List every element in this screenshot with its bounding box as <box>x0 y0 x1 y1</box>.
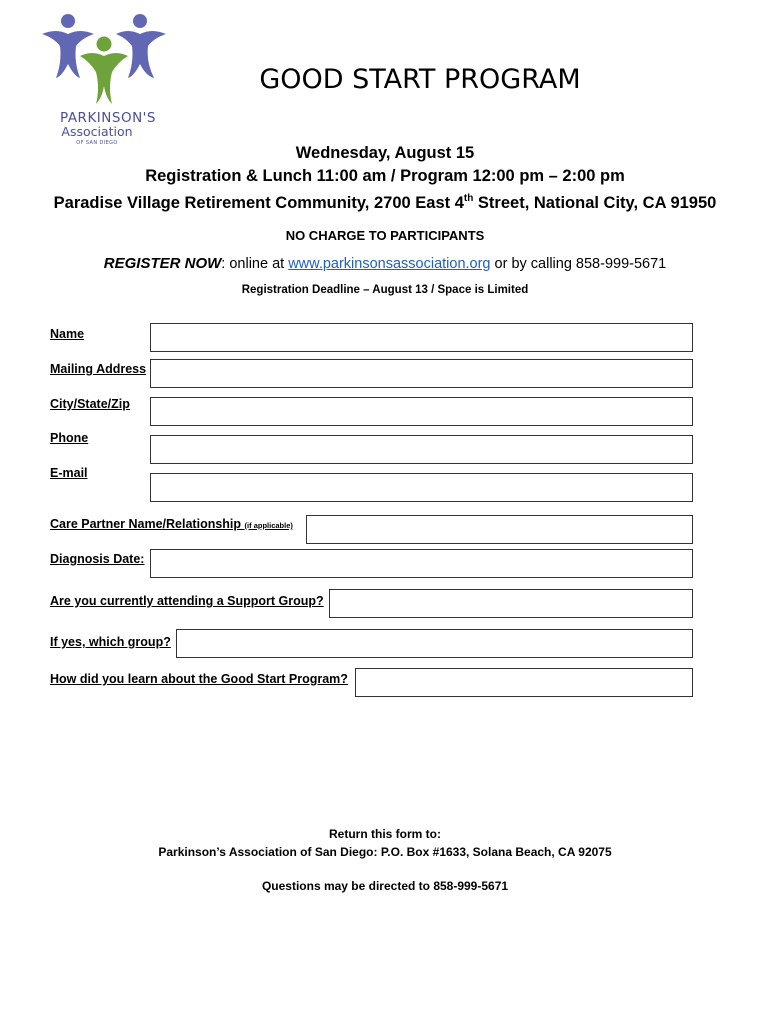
diagnosis-date-field[interactable] <box>150 549 693 578</box>
return-form-label: Return this form to: <box>329 827 441 841</box>
diagnosis-date-label: Diagnosis Date: <box>50 552 145 566</box>
no-charge-notice: NO CHARGE TO PARTICIPANTS <box>285 228 485 243</box>
register-text-1: : online at <box>221 256 289 272</box>
register-text-2: or by calling 858-999-5671 <box>490 256 667 272</box>
page-title: GOOD START PROGRAM <box>259 64 581 95</box>
event-time: Registration & Lunch 11:00 am / Program 12:00 pm – 2:00 pm <box>145 167 625 185</box>
how-learn-field[interactable] <box>355 668 693 697</box>
which-group-label: If yes, which group? <box>50 635 171 649</box>
care-partner-label <box>50 517 293 531</box>
support-group-field[interactable] <box>329 589 693 618</box>
care-partner-note: (if applicable) <box>244 521 293 530</box>
register-link[interactable]: www.parkinsonsassociation.org <box>288 256 491 272</box>
registration-deadline: Registration Deadline – August 13 / Space is Limited <box>241 284 529 296</box>
mailing-address-label: Mailing Address <box>50 362 147 376</box>
venue-prefix: Paradise Village Retirement Community, 2700 East 4 <box>53 194 464 212</box>
care-partner-label-text: Care Partner Name/Relationship <box>50 517 242 531</box>
register-line <box>0 255 770 272</box>
logo-location: OF SAN DIEGO <box>76 140 118 146</box>
city-state-zip-label: City/State/Zip <box>50 397 130 411</box>
name-field[interactable] <box>150 323 693 352</box>
register-now-label: REGISTER NOW <box>103 255 222 272</box>
which-group-field[interactable] <box>176 629 693 658</box>
email-label: E-mail <box>50 466 88 480</box>
email-field[interactable] <box>150 473 693 502</box>
support-group-label: Are you currently attending a Support Group? <box>50 594 324 608</box>
parkinsons-association-logo <box>36 12 176 152</box>
venue-sup: th <box>463 193 474 204</box>
care-partner-field[interactable] <box>306 515 693 544</box>
return-address: Parkinson’s Association of San Diego: P.O. Box #1633, Solana Beach, CA 92075 <box>158 845 612 859</box>
questions-contact: Questions may be directed to 858-999-5671 <box>261 879 509 893</box>
logo-figures-icon <box>36 12 176 112</box>
mailing-address-field[interactable] <box>150 359 693 388</box>
name-label: Name <box>50 327 85 341</box>
event-date: Wednesday, August 15 <box>295 144 475 162</box>
phone-label: Phone <box>50 431 89 445</box>
logo-association: Association <box>61 124 133 139</box>
logo-name: PARKINSON'S <box>60 110 156 126</box>
venue-suffix: Street, National City, CA 91950 <box>473 194 717 212</box>
city-state-zip-field[interactable] <box>150 397 693 426</box>
phone-field[interactable] <box>150 435 693 464</box>
how-learn-label: How did you learn about the Good Start Program? <box>50 672 348 686</box>
event-venue <box>0 194 770 213</box>
